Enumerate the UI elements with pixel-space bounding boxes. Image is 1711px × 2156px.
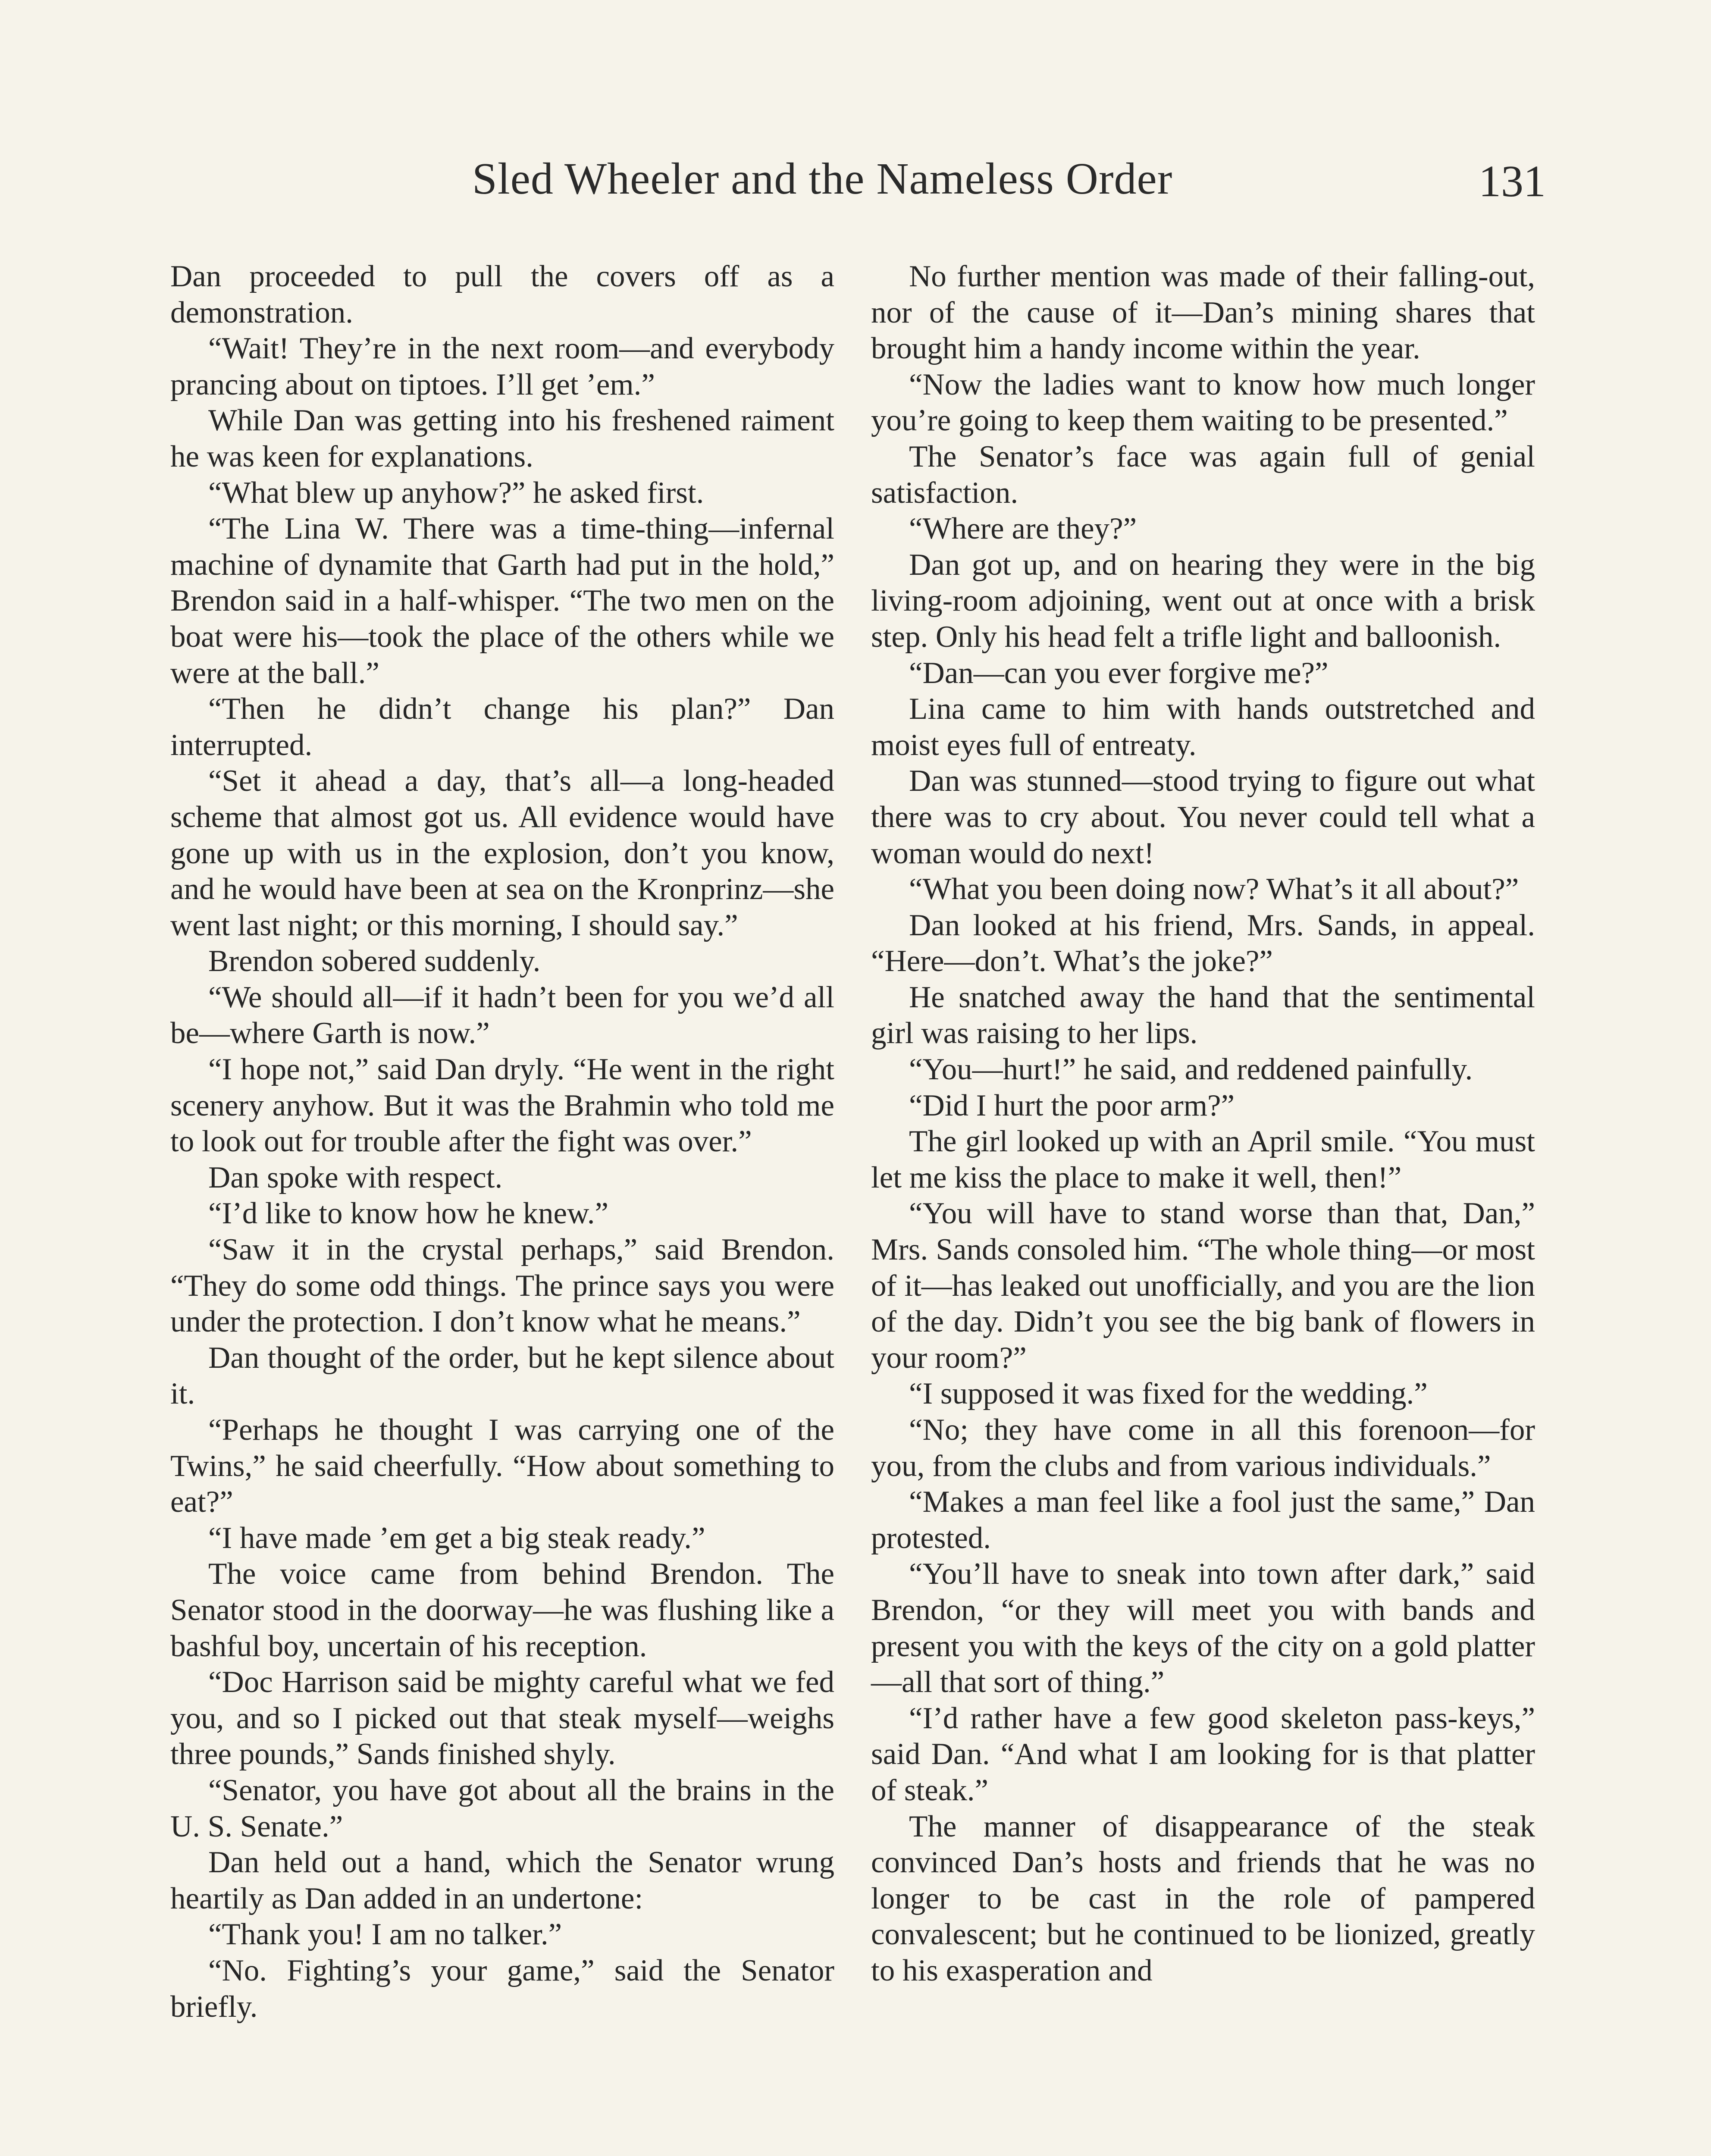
running-head bbox=[170, 153, 1546, 226]
paragraph: “Dan—can you ever forgive me?” bbox=[909, 656, 1329, 690]
paragraph: “Where are they?” bbox=[909, 512, 1137, 546]
paragraph: “Did I hurt the poor arm?” bbox=[909, 1088, 1235, 1122]
paragraph: Dan looked at his friend, Mrs. Sands, in appeal. “Here—don’t. What’s the joke?” bbox=[871, 908, 1535, 978]
paragraph: The voice came from behind Brendon. The Senator stood in the doorway—he was flushing like a bashful boy, uncertain of his reception. bbox=[170, 1557, 834, 1663]
paragraph: Lina came to him with hands outstretched and moist eyes full of entreaty. bbox=[871, 692, 1535, 762]
paragraph: “What you been doing now? What’s it all about?” bbox=[909, 872, 1519, 906]
paragraph: “Now the ladies want to know how much longer you’re going to keep them waiting to be presented.” bbox=[871, 367, 1535, 438]
paragraph: The Senator’s face was again full of genial satisfaction. bbox=[871, 439, 1535, 510]
paragraph: Dan held out a hand, which the Senator wrung heartily as Dan added in an undertone: bbox=[170, 1846, 834, 1915]
paragraph: “Thank you! I am no talker.” bbox=[208, 1918, 562, 1952]
paragraph: “I hope not,” said Dan dryly. “He went in the right scenery anyhow. But it was the Brahmin who told me to look out for trouble after the fight was over.” bbox=[170, 1053, 834, 1159]
paragraph: The girl looked up with an April smile. “You must let me kiss the place to make it well, then!” bbox=[871, 1125, 1535, 1194]
paragraph: “You’ll have to sneak into town after dark,” said Brendon, “or they will meet you with bands and present you with the keys of the city on a gold platter—all that sort of thing.” bbox=[871, 1557, 1535, 1699]
paragraph: “No; they have come in all this forenoon—for you, from the clubs and from various individuals.” bbox=[871, 1413, 1535, 1483]
paragraph: The manner of disappearance of the steak convinced Dan’s hosts and friends that he was no longer to be cast in the role of pampered convalescent; but he continued to be lionized, greatly to his exasperation and bbox=[871, 1809, 1535, 1987]
page-number: 131 bbox=[1479, 157, 1546, 206]
running-title: Sled Wheeler and the Nameless Order bbox=[472, 154, 1173, 204]
paragraph: “Senator, you have got about all the brains in the U. S. Senate.” bbox=[170, 1773, 834, 1843]
paragraph: “What blew up anyhow?” he asked first. bbox=[208, 476, 704, 510]
paragraph: While Dan was getting into his freshened raiment he was keen for explanations. bbox=[170, 404, 834, 473]
right-column bbox=[871, 259, 1535, 1989]
paragraph: Dan spoke with respect. bbox=[208, 1160, 503, 1194]
paragraph: “I have made ’em get a big steak ready.” bbox=[208, 1521, 705, 1555]
paragraph: Dan thought of the order, but he kept silence about it. bbox=[170, 1341, 834, 1411]
paragraph: “Doc Harrison said be mighty careful what we fed you, and so I picked out that steak myself—weighs three pounds,” Sands finished shyly. bbox=[170, 1665, 834, 1771]
paragraph: “Perhaps he thought I was carrying one of the Twins,” he said cheerfully. “How about something to eat?” bbox=[170, 1413, 834, 1519]
paragraph: “I’d like to know how he knew.” bbox=[208, 1197, 608, 1231]
paragraph: “Makes a man feel like a fool just the same,” Dan protested. bbox=[871, 1485, 1535, 1555]
paragraph: Dan got up, and on hearing they were in the big living-room adjoining, went out at once with a brisk step. Only his head felt a trifle light and balloonish. bbox=[871, 548, 1535, 654]
left-column bbox=[170, 259, 834, 2025]
paragraph: “You will have to stand worse than that, Dan,” Mrs. Sands consoled him. “The whole thing—or most of it—has leaked out unofficially, and you are the lion of the day. Didn’t you see the big bank of flowers in your room?” bbox=[871, 1197, 1535, 1375]
paragraph: “The Lina W. There was a time-thing—infernal machine of dynamite that Garth had put in the hold,” Brendon said in a half-whisper. “The two men on the boat were his—took the place of the others while we were at the ball.” bbox=[170, 512, 834, 690]
paragraph: Dan was stunned—stood trying to figure out what there was to cry about. You never could tell what a woman would do next! bbox=[871, 764, 1535, 870]
paragraph: No further mention was made of their falling-out, nor of the cause of it—Dan’s mining shares that brought him a handy income within the year. bbox=[871, 260, 1535, 366]
paragraph: “I’d rather have a few good skeleton pass-keys,” said Dan. “And what I am looking for is that platter of steak.” bbox=[871, 1701, 1535, 1807]
paragraph: He snatched away the hand that the sentimental girl was raising to her lips. bbox=[871, 980, 1535, 1050]
paragraph: “Set it ahead a day, that’s all—a long-headed scheme that almost got us. All evidence would have gone up with us in the explosion, don’t you know, and he would have been at sea on the Kronprinz—she went last night; or this morning, I should say.” bbox=[170, 764, 834, 942]
paragraph: Brendon sobered suddenly. bbox=[208, 944, 541, 978]
paragraph: “You—hurt!” he said, and reddened painfully. bbox=[909, 1053, 1473, 1087]
paragraph: “Saw it in the crystal perhaps,” said Brendon. “They do some odd things. The prince says you were under the protection. I don’t know what he means.” bbox=[170, 1233, 834, 1339]
paragraph: Dan proceeded to pull the covers off as a demonstration. bbox=[170, 260, 834, 329]
paragraph: “Then he didn’t change his plan?” Dan interrupted. bbox=[170, 692, 834, 762]
paragraph: “Wait! They’re in the next room—and everybody prancing about on tiptoes. I’ll get ’em.” bbox=[170, 332, 834, 401]
paragraph: “No. Fighting’s your game,” said the Senator briefly. bbox=[170, 1953, 834, 2024]
paragraph: “We should all—if it hadn’t been for you we’d all be—where Garth is now.” bbox=[170, 980, 834, 1050]
paragraph: “I supposed it was fixed for the wedding.” bbox=[909, 1377, 1428, 1411]
